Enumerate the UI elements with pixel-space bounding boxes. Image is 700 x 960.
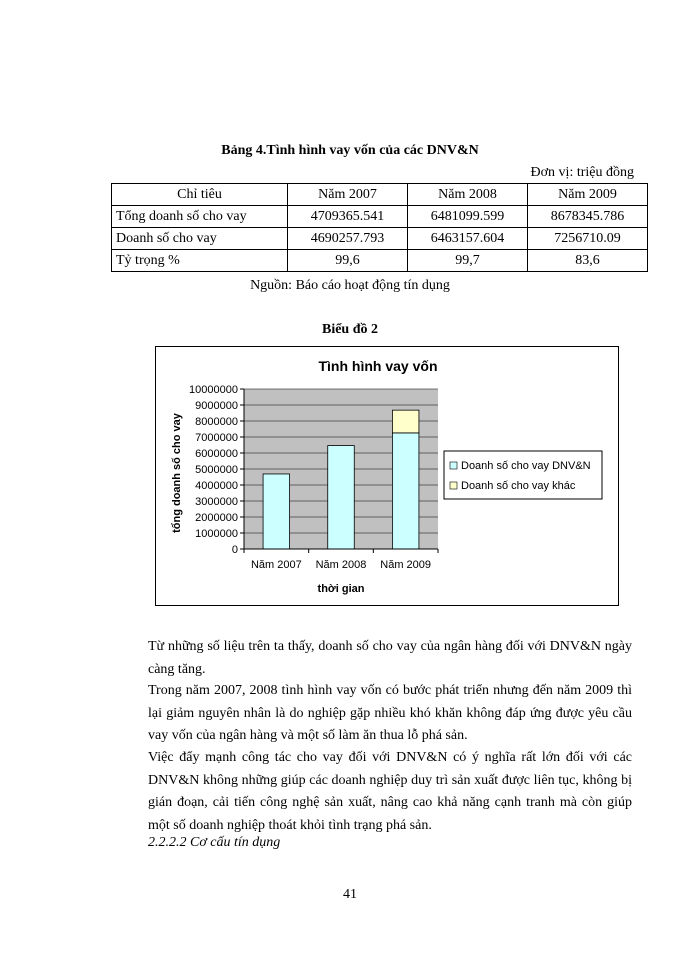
y-tick-label: 7000000 [195, 432, 238, 444]
chart-caption: Biểu đồ 2 [321, 322, 378, 337]
y-tick-label: 1000000 [195, 528, 238, 540]
chart-title: Tình hình vay vốn [318, 358, 438, 374]
table-cell: 83,6 [528, 250, 648, 272]
table-source: Nguồn: Báo cáo hoạt động tín dụng [250, 278, 450, 293]
table-cell: 6481099.599 [408, 206, 528, 228]
paragraph-text: Từ những số liệu trên ta thấy, doanh số cho vay của ngân hàng đối với DNV&N ngày càng tăng. [148, 639, 632, 677]
bar [328, 446, 355, 549]
x-tick-label: Năm 2007 [250, 559, 302, 571]
table-header-cell: Năm 2007 [288, 184, 408, 206]
table-cell: 99,7 [408, 250, 528, 272]
section-heading: 2.2.2.2 Cơ cấu tín dụng [148, 835, 281, 850]
y-tick-label: 9000000 [195, 400, 238, 412]
table-unit: Đơn vị: triệu đồng [530, 165, 634, 180]
table-cell: 6463157.604 [408, 228, 528, 250]
y-axis-title: tổng doanh số cho vay [171, 413, 183, 533]
table-row [112, 206, 648, 228]
bar [392, 410, 419, 433]
table-header-cell: Chỉ tiêu [112, 184, 288, 206]
x-tick-label: Năm 2008 [315, 559, 367, 571]
table-cell: 99,6 [288, 250, 408, 272]
paragraph [118, 680, 632, 748]
page-number: 41 [343, 887, 357, 902]
table-cell: 4690257.793 [288, 228, 408, 250]
y-tick-label: 8000000 [195, 416, 238, 428]
table-cell: 7256710.09 [528, 228, 648, 250]
y-tick-label: 4000000 [195, 480, 238, 492]
y-tick-label: 5000000 [195, 464, 238, 476]
table-cell: 4709365.541 [288, 206, 408, 228]
x-axis-title: thời gian [317, 583, 365, 595]
table-row [112, 228, 648, 250]
table-cell: Doanh số cho vay [112, 228, 288, 250]
table-cell: 8678345.786 [528, 206, 648, 228]
x-tick-label: Năm 2009 [380, 559, 432, 571]
plot-area [244, 389, 438, 549]
bar [392, 433, 419, 549]
y-tick-label: 6000000 [195, 448, 238, 460]
paragraph [118, 636, 632, 681]
loan-table [111, 183, 648, 272]
table-cell: Tổng doanh số cho vay [112, 206, 288, 228]
bar [263, 474, 290, 549]
legend-label: Doanh số cho vay DNV&N [461, 460, 591, 472]
paragraph-text: Việc đẩy mạnh công tác cho vay đối với DNV&N có ý nghĩa rất lớn đối với các DNV&N không những giúp các doanh nghiệp duy trì sản xuất được liên tục, không bị gián đoạn, cải tiến công nghệ sản xuất, nâng cao khả năng cạnh tranh mà còn giúp một số doanh nghiệp thoát khỏi tình trạng phá sản. [148, 750, 632, 833]
paragraph [118, 747, 632, 837]
legend-label: Doanh số cho vay khác [461, 480, 576, 492]
legend-swatch [450, 482, 457, 489]
y-tick-label: 10000000 [189, 384, 238, 396]
table-header-cell: Năm 2008 [408, 184, 528, 206]
table-row [112, 250, 648, 272]
table-title: Bảng 4.Tình hình vay vốn của các DNV&N [221, 143, 479, 158]
table-cell: Tỷ trọng % [112, 250, 288, 272]
table-header-row [112, 184, 648, 206]
paragraph-text: Trong năm 2007, 2008 tình hình vay vốn có bước phát triển nhưng đến năm 2009 thì lại giảm nguyên nhân là do nghiệp gặp nhiều khó khăn không đáp ứng được yêu cầu vay vốn của ngân hàng và một số làm ăn thua lỗ phá sản. [148, 683, 632, 743]
y-tick-label: 0 [231, 544, 238, 556]
chart-frame [155, 346, 619, 606]
bar-chart [156, 347, 618, 605]
table-header-cell: Năm 2009 [528, 184, 648, 206]
legend [444, 451, 602, 499]
legend-swatch [450, 462, 457, 469]
y-tick-label: 3000000 [195, 496, 238, 508]
y-tick-label: 2000000 [195, 512, 238, 524]
